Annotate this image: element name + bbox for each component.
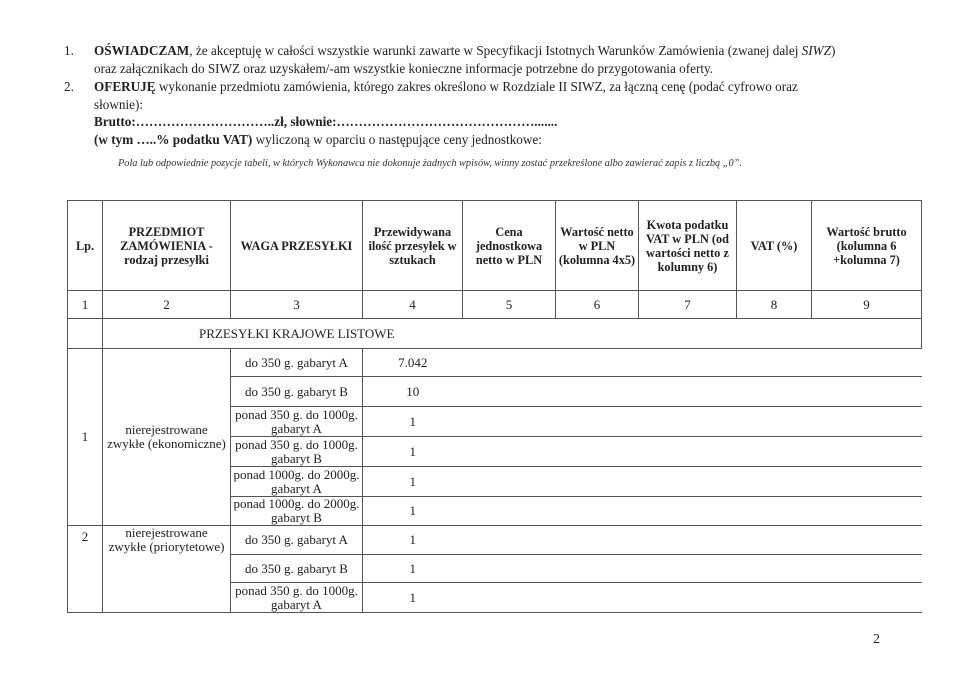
header-waga: WAGA PRZESYŁKI	[231, 201, 363, 291]
item-1-text-a: , że akceptuję w całości wszystkie warunki zawarte w Specyfikacji Istotnych Warunków Zamówienia (zwanej dalej	[189, 43, 802, 58]
item-2-line-2: słownie):	[94, 96, 144, 112]
empty-cell	[463, 407, 922, 437]
header-wartosc-brutto: Wartość brutto (kolumna 6 +kolumna 7)	[812, 201, 922, 291]
group-2-lp: 2	[68, 526, 103, 613]
item-2-lead: OFERUJĘ	[94, 79, 156, 94]
ilosc-cell: 1	[363, 526, 463, 555]
waga-cell: ponad 350 g. do 1000g. gabaryt A	[231, 583, 363, 613]
ilosc-cell: 10	[363, 377, 463, 407]
ilosc-cell: 7.042	[363, 349, 463, 377]
group-1-lp: 1	[68, 349, 103, 526]
empty-cell	[463, 526, 922, 555]
col-number: 3	[231, 291, 363, 319]
column-number-row	[68, 291, 922, 319]
page-number: 2	[873, 632, 880, 647]
group-2-rodzaj: nierejestrowane zwykłe (priorytetowe)	[103, 526, 231, 613]
col-number: 1	[68, 291, 103, 319]
waga-cell: do 350 g. gabaryt A	[231, 349, 363, 377]
header-row	[68, 201, 922, 291]
header-cena: Cena jednostkowa netto w PLN	[463, 201, 556, 291]
waga-cell: do 350 g. gabaryt B	[231, 377, 363, 407]
waga-cell: ponad 350 g. do 1000g. gabaryt A	[231, 407, 363, 437]
section-title: PRZESYŁKI KRAJOWE LISTOWE	[103, 319, 922, 349]
item-1-siwz: SIWZ	[801, 43, 831, 58]
empty-cell	[463, 349, 922, 377]
item-1-paragraph	[64, 42, 894, 77]
vat-text: wyliczoną w oparciu o następujące ceny jednostkowe:	[252, 131, 542, 147]
section-row	[68, 319, 922, 349]
col-number: 2	[103, 291, 231, 319]
col-number: 5	[463, 291, 556, 319]
empty-cell	[463, 497, 922, 526]
empty-cell	[463, 467, 922, 497]
empty-cell	[463, 377, 922, 407]
waga-cell: ponad 1000g. do 2000g. gabaryt B	[231, 497, 363, 526]
waga-cell: do 350 g. gabaryt A	[231, 526, 363, 555]
empty-cell	[463, 583, 922, 613]
ilosc-cell: 1	[363, 437, 463, 467]
ilosc-cell: 1	[363, 583, 463, 613]
col-number: 9	[812, 291, 922, 319]
header-wartosc-netto: Wartość netto w PLN (kolumna 4x5)	[556, 201, 639, 291]
empty-cell	[463, 555, 922, 583]
item-1-text-b: )	[830, 43, 836, 58]
ilosc-cell: 1	[363, 555, 463, 583]
header-przedmiot: PRZEDMIOT ZAMÓWIENIA - rodzaj przesyłki	[103, 201, 231, 291]
ilosc-cell: 1	[363, 467, 463, 497]
waga-cell: ponad 350 g. do 1000g. gabaryt B	[231, 437, 363, 467]
waga-cell: ponad 1000g. do 2000g. gabaryt A	[231, 467, 363, 497]
item-1-lead: OŚWIADCZAM	[94, 43, 190, 58]
header-lp: Lp.	[68, 201, 103, 291]
vat-lead: (w tym …..% podatku VAT)	[94, 131, 253, 147]
item-1-line-2: oraz załącznikach do SIWZ oraz uzyskałem/-am wszystkie konieczne informacje potrzebne do przygotowania oferty.	[94, 60, 714, 76]
item-2-text: wykonanie przedmiotu zamówienia, którego zakres określono w Rozdziale II SIWZ, za łączną cenę (podać cyfrowo oraz	[155, 79, 798, 94]
col-number: 4	[363, 291, 463, 319]
item-2-paragraph	[64, 78, 894, 148]
table-row	[68, 349, 922, 377]
col-number: 8	[737, 291, 812, 319]
brutto-line: Brutto:…………………………..zł, słownie:……………………………………….......	[94, 114, 558, 129]
table-row	[68, 526, 922, 555]
table-note: Pola lub odpowiednie pozycje tabeli, w których Wykonawca nie dokonuje żadnych wpisów, winny zostać przekreślone albo zawierać zapis z liczbą „0”.	[118, 158, 742, 169]
price-table	[67, 200, 922, 613]
header-vat: VAT (%)	[737, 201, 812, 291]
col-number: 6	[556, 291, 639, 319]
col-number: 7	[639, 291, 737, 319]
item-1-number: 1.	[64, 43, 74, 58]
ilosc-cell: 1	[363, 497, 463, 526]
empty-cell	[463, 437, 922, 467]
item-2-number: 2.	[64, 79, 74, 94]
group-1-rodzaj: nierejestrowane zwykłe (ekonomiczne)	[103, 349, 231, 526]
ilosc-cell: 1	[363, 407, 463, 437]
header-ilosc: Przewidywana ilość przesyłek w sztukach	[363, 201, 463, 291]
header-kwota-vat: Kwota podatku VAT w PLN (od wartości netto z kolumny 6)	[639, 201, 737, 291]
waga-cell: do 350 g. gabaryt B	[231, 555, 363, 583]
